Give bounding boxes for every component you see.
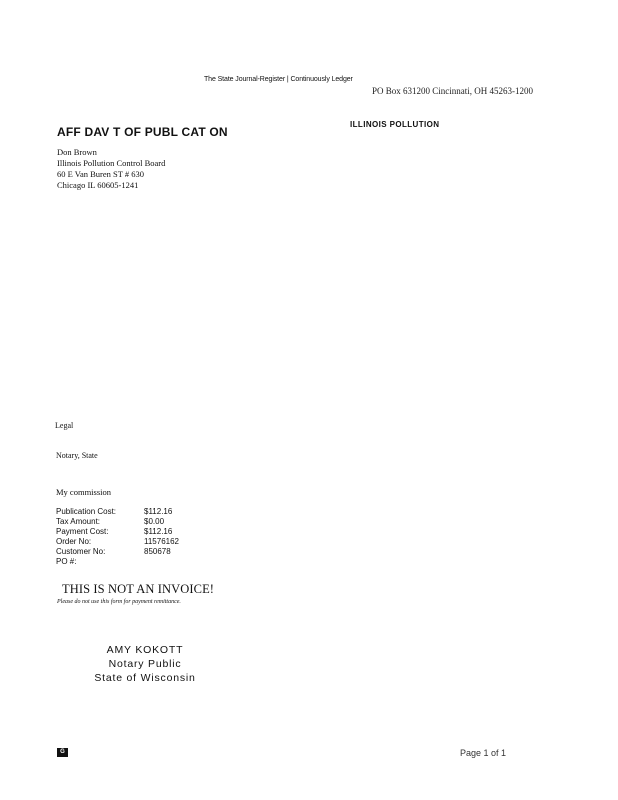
not-invoice-heading: THIS IS NOT AN INVOICE!	[62, 582, 215, 596]
billing-label: PO #:	[56, 557, 77, 566]
recipient-street: 60 E Van Buren ST # 630	[57, 169, 145, 179]
billing-value: 11576162	[144, 537, 179, 546]
publication-header-line: The State Journal-Register | Continuously Ledger	[204, 76, 353, 83]
recipient-organization: Illinois Pollution Control Board	[57, 158, 166, 168]
notary-state-label: Notary, State	[56, 451, 98, 460]
billing-label: Customer No:	[56, 547, 106, 556]
publisher-logo-icon: G	[57, 748, 68, 757]
recipient-name: Don Brown	[57, 147, 97, 157]
commission-label: My commission	[56, 487, 112, 497]
billing-label: Publication Cost:	[56, 507, 117, 516]
billing-value: 850678	[144, 547, 171, 556]
billing-label: Tax Amount:	[56, 517, 101, 526]
page-number: Page 1 of 1	[460, 748, 507, 758]
notary-stamp	[60, 643, 230, 685]
notary-jurisdiction: State of Wisconsin	[94, 672, 196, 684]
notary-title: Notary Public	[108, 658, 182, 670]
legal-label: Legal	[55, 421, 74, 430]
recipient-city: Chicago IL 60605-1241	[57, 180, 139, 190]
remittance-note: Please do not use this form for payment remittance.	[57, 599, 181, 605]
billing-value: $112.16	[144, 507, 173, 516]
remittance-address: PO Box 631200 Cincinnati, OH 45263-1200	[372, 86, 533, 96]
billing-label: Payment Cost:	[56, 527, 109, 536]
billing-label: Order No:	[56, 537, 92, 546]
billing-value: $0.00	[144, 517, 165, 526]
notary-name: AMY KOKOTT	[106, 644, 184, 656]
recipient-address-block	[57, 147, 165, 191]
billing-value: $112.16	[144, 527, 173, 536]
advertiser-heading: ILLINOIS POLLUTION	[350, 120, 440, 129]
document-title: AFF DAV T OF PUBL CAT ON	[57, 125, 228, 139]
